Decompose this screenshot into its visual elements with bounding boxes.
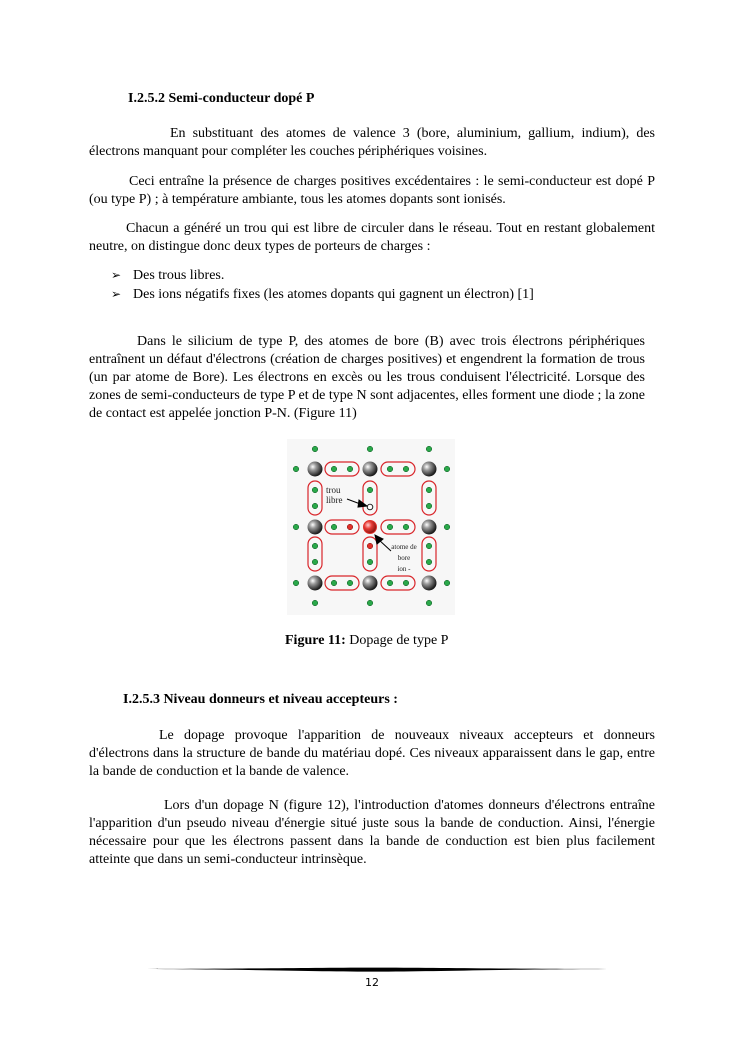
figure-caption-text: Dopage de type P — [345, 633, 449, 648]
figure-caption — [285, 632, 448, 650]
free-hole — [367, 504, 373, 510]
label-libre: libre — [326, 495, 343, 505]
label-atome-de: atome de — [391, 543, 417, 551]
footer-rule — [100, 965, 645, 973]
boron-atom — [364, 521, 377, 534]
carrier-types-list — [111, 266, 534, 304]
list-item: ➢ Des trous libres. — [111, 268, 225, 283]
paragraph-positive-charges: Ceci entraîne la présence de charges positives excédentaires : le semi-conducteur est dopé P (ou type P) ; à température ambiante, tous les atomes dopants sont ionisés. — [89, 174, 655, 207]
figure-caption-label: Figure 11: — [285, 633, 346, 648]
label-ion: ion - — [397, 565, 411, 573]
paragraph-substitution: En substituant des atomes de valence 3 (bore, aluminium, gallium, indium), des électrons manquant pour compléter les couches périphériques voisines. — [89, 126, 655, 159]
label-trou: trou — [326, 485, 341, 495]
paragraph-boron-silicon: Dans le silicium de type P, des atomes de bore (B) avec trois électrons périphériques entraînent un défaut d'électrons (création de charges positives) et engendrent la formation de trous (un par atome de Bore). Les électrons en excès ou les trous conduisent l'électricité. Lorsque des zones de semi-conducteurs de type P et de type N sont adjacentes, elles forment une diode ; la zone de contact est appelée jonction P-N. (Figure 11) — [89, 334, 645, 421]
paragraph-doping-levels: Le dopage provoque l'apparition de nouveaux niveaux accepteurs et donneurs d'électrons dans la structure de bande du matériau dopé. Ces niveaux apparaissent dans le gap, entre la bande de conduction et la bande de valence. — [89, 728, 655, 779]
label-bore: bore — [397, 554, 411, 562]
paragraph-n-doping: Lors d'un dopage N (figure 12), l'introduction d'atomes donneurs d'électrons entraîne l'apparition d'un pseudo niveau d'énergie situé juste sous la bande de conduction. Ainsi, l'énergie nécessaire pour que les électrons passent dans la bande de conduction est bien plus facilement atteinte que dans un semi-conducteur intrinsèque. — [89, 798, 655, 867]
p-doping-lattice-figure — [287, 439, 455, 615]
paragraph-hole-carriers: Chacun a généré un trou qui est libre de circuler dans le réseau. Tout en restant globalement neutre, on distingue donc deux types de porteurs de charges : — [89, 221, 655, 254]
section-heading-levels: I.2.5.3 Niveau donneurs et niveau accepteurs : — [123, 692, 398, 707]
section-heading-p-type: I.2.5.2 Semi-conducteur dopé P — [128, 91, 315, 106]
arrow-bullet-icon: ➢ — [111, 287, 122, 301]
arrow-bullet-icon: ➢ — [111, 268, 122, 282]
list-item: ➢ Des ions négatifs fixes (les atomes dopants qui gagnent un électron) [1] — [111, 287, 534, 302]
page-number: 12 — [365, 976, 379, 989]
